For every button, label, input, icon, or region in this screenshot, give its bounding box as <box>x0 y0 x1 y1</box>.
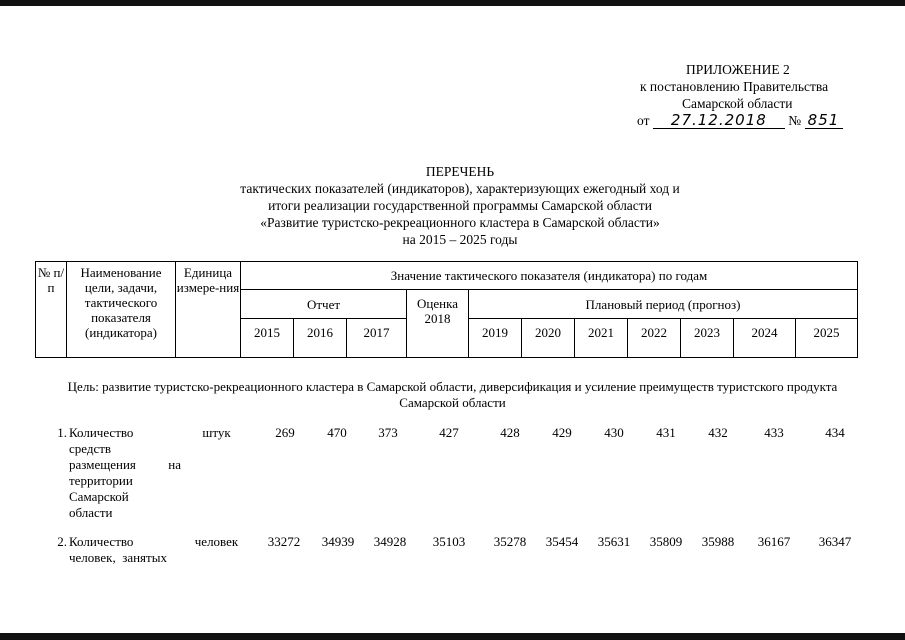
goal-text: Цель: развитие туристско-рекреационного кластера в Самарской области, диверсификация и усиление преимуществ туристского продукта Самарской области <box>67 379 838 410</box>
value-2023: 35988 <box>701 534 735 549</box>
appendix-date-line <box>560 112 900 129</box>
value-2023: 432 <box>708 425 728 440</box>
year-2017: 2017 <box>347 319 407 358</box>
number-prefix: № <box>788 113 802 128</box>
value-2017: 373 <box>378 425 398 440</box>
table-row <box>35 425 865 525</box>
title-line-2: итоги реализации государственной программы Самарской области <box>268 198 652 213</box>
document-title <box>180 163 740 248</box>
value-2024: 36167 <box>757 534 791 549</box>
value-2015: 33272 <box>267 534 301 549</box>
value-2020: 35454 <box>545 534 579 549</box>
header-report: Отчет <box>241 290 407 319</box>
value-2018: 35103 <box>432 534 466 549</box>
year-2025: 2025 <box>796 319 858 358</box>
value-2019: 35278 <box>493 534 527 549</box>
indicator-table-header <box>35 261 858 358</box>
header-name: Наименование цели, задачи, тактического показателя (индикатора) <box>67 262 176 358</box>
value-2021: 35631 <box>597 534 631 549</box>
year-2016: 2016 <box>294 319 347 358</box>
indicator-name: Количество человек, занятых <box>69 534 167 565</box>
date-handwritten: 27.12.2018 <box>653 113 785 129</box>
header-num: № п/п <box>36 262 67 358</box>
value-2021: 430 <box>604 425 624 440</box>
value-2020: 429 <box>552 425 572 440</box>
indicator-unit: штук <box>202 425 231 440</box>
value-2022: 431 <box>656 425 676 440</box>
indicator-unit: человек <box>194 534 239 549</box>
row-number: 2. <box>57 534 67 549</box>
scan-border-bottom <box>0 633 905 640</box>
number-handwritten: 851 <box>805 113 843 129</box>
table-row <box>35 534 865 574</box>
date-prefix: от <box>637 113 650 128</box>
scan-border-top <box>0 0 905 6</box>
header-estimate: Оценка 2018 <box>407 290 469 358</box>
value-2019: 428 <box>500 425 520 440</box>
value-2018: 427 <box>439 425 459 440</box>
indicator-name: Количество средств размещения на территории Самарской области <box>69 425 181 520</box>
value-2015: 269 <box>275 425 295 440</box>
header-plan: Плановый период (прогноз) <box>469 290 858 319</box>
appendix-line-resolution: к постановлению Правительства <box>640 79 829 94</box>
year-2021: 2021 <box>575 319 628 358</box>
value-2017: 34928 <box>373 534 407 549</box>
header-unit: Единица измере-ния <box>176 262 241 358</box>
title-line-1: тактических показателей (индикаторов), характеризующих ежегодный ход и <box>240 181 680 196</box>
title-heading: ПЕРЕЧЕНЬ <box>425 164 495 179</box>
row-number: 1. <box>57 425 67 440</box>
value-2022: 35809 <box>649 534 683 549</box>
header-values-title: Значение тактического показателя (индикатора) по годам <box>241 262 858 290</box>
value-2016: 34939 <box>321 534 355 549</box>
appendix-block <box>560 61 900 129</box>
title-line-3: «Развитие туристско-рекреационного кластера в Самарской области» <box>260 215 660 230</box>
year-2023: 2023 <box>681 319 734 358</box>
year-2022: 2022 <box>628 319 681 358</box>
appendix-title: ПРИЛОЖЕНИЕ 2 <box>686 62 790 77</box>
year-2020: 2020 <box>522 319 575 358</box>
appendix-line-region: Самарской области <box>682 96 793 111</box>
value-2025: 434 <box>825 425 845 440</box>
value-2025: 36347 <box>818 534 852 549</box>
value-2024: 433 <box>764 425 784 440</box>
year-2024: 2024 <box>734 319 796 358</box>
title-line-4: на 2015 – 2025 годы <box>402 232 518 247</box>
year-2015: 2015 <box>241 319 294 358</box>
year-2019: 2019 <box>469 319 522 358</box>
value-2016: 470 <box>327 425 347 440</box>
